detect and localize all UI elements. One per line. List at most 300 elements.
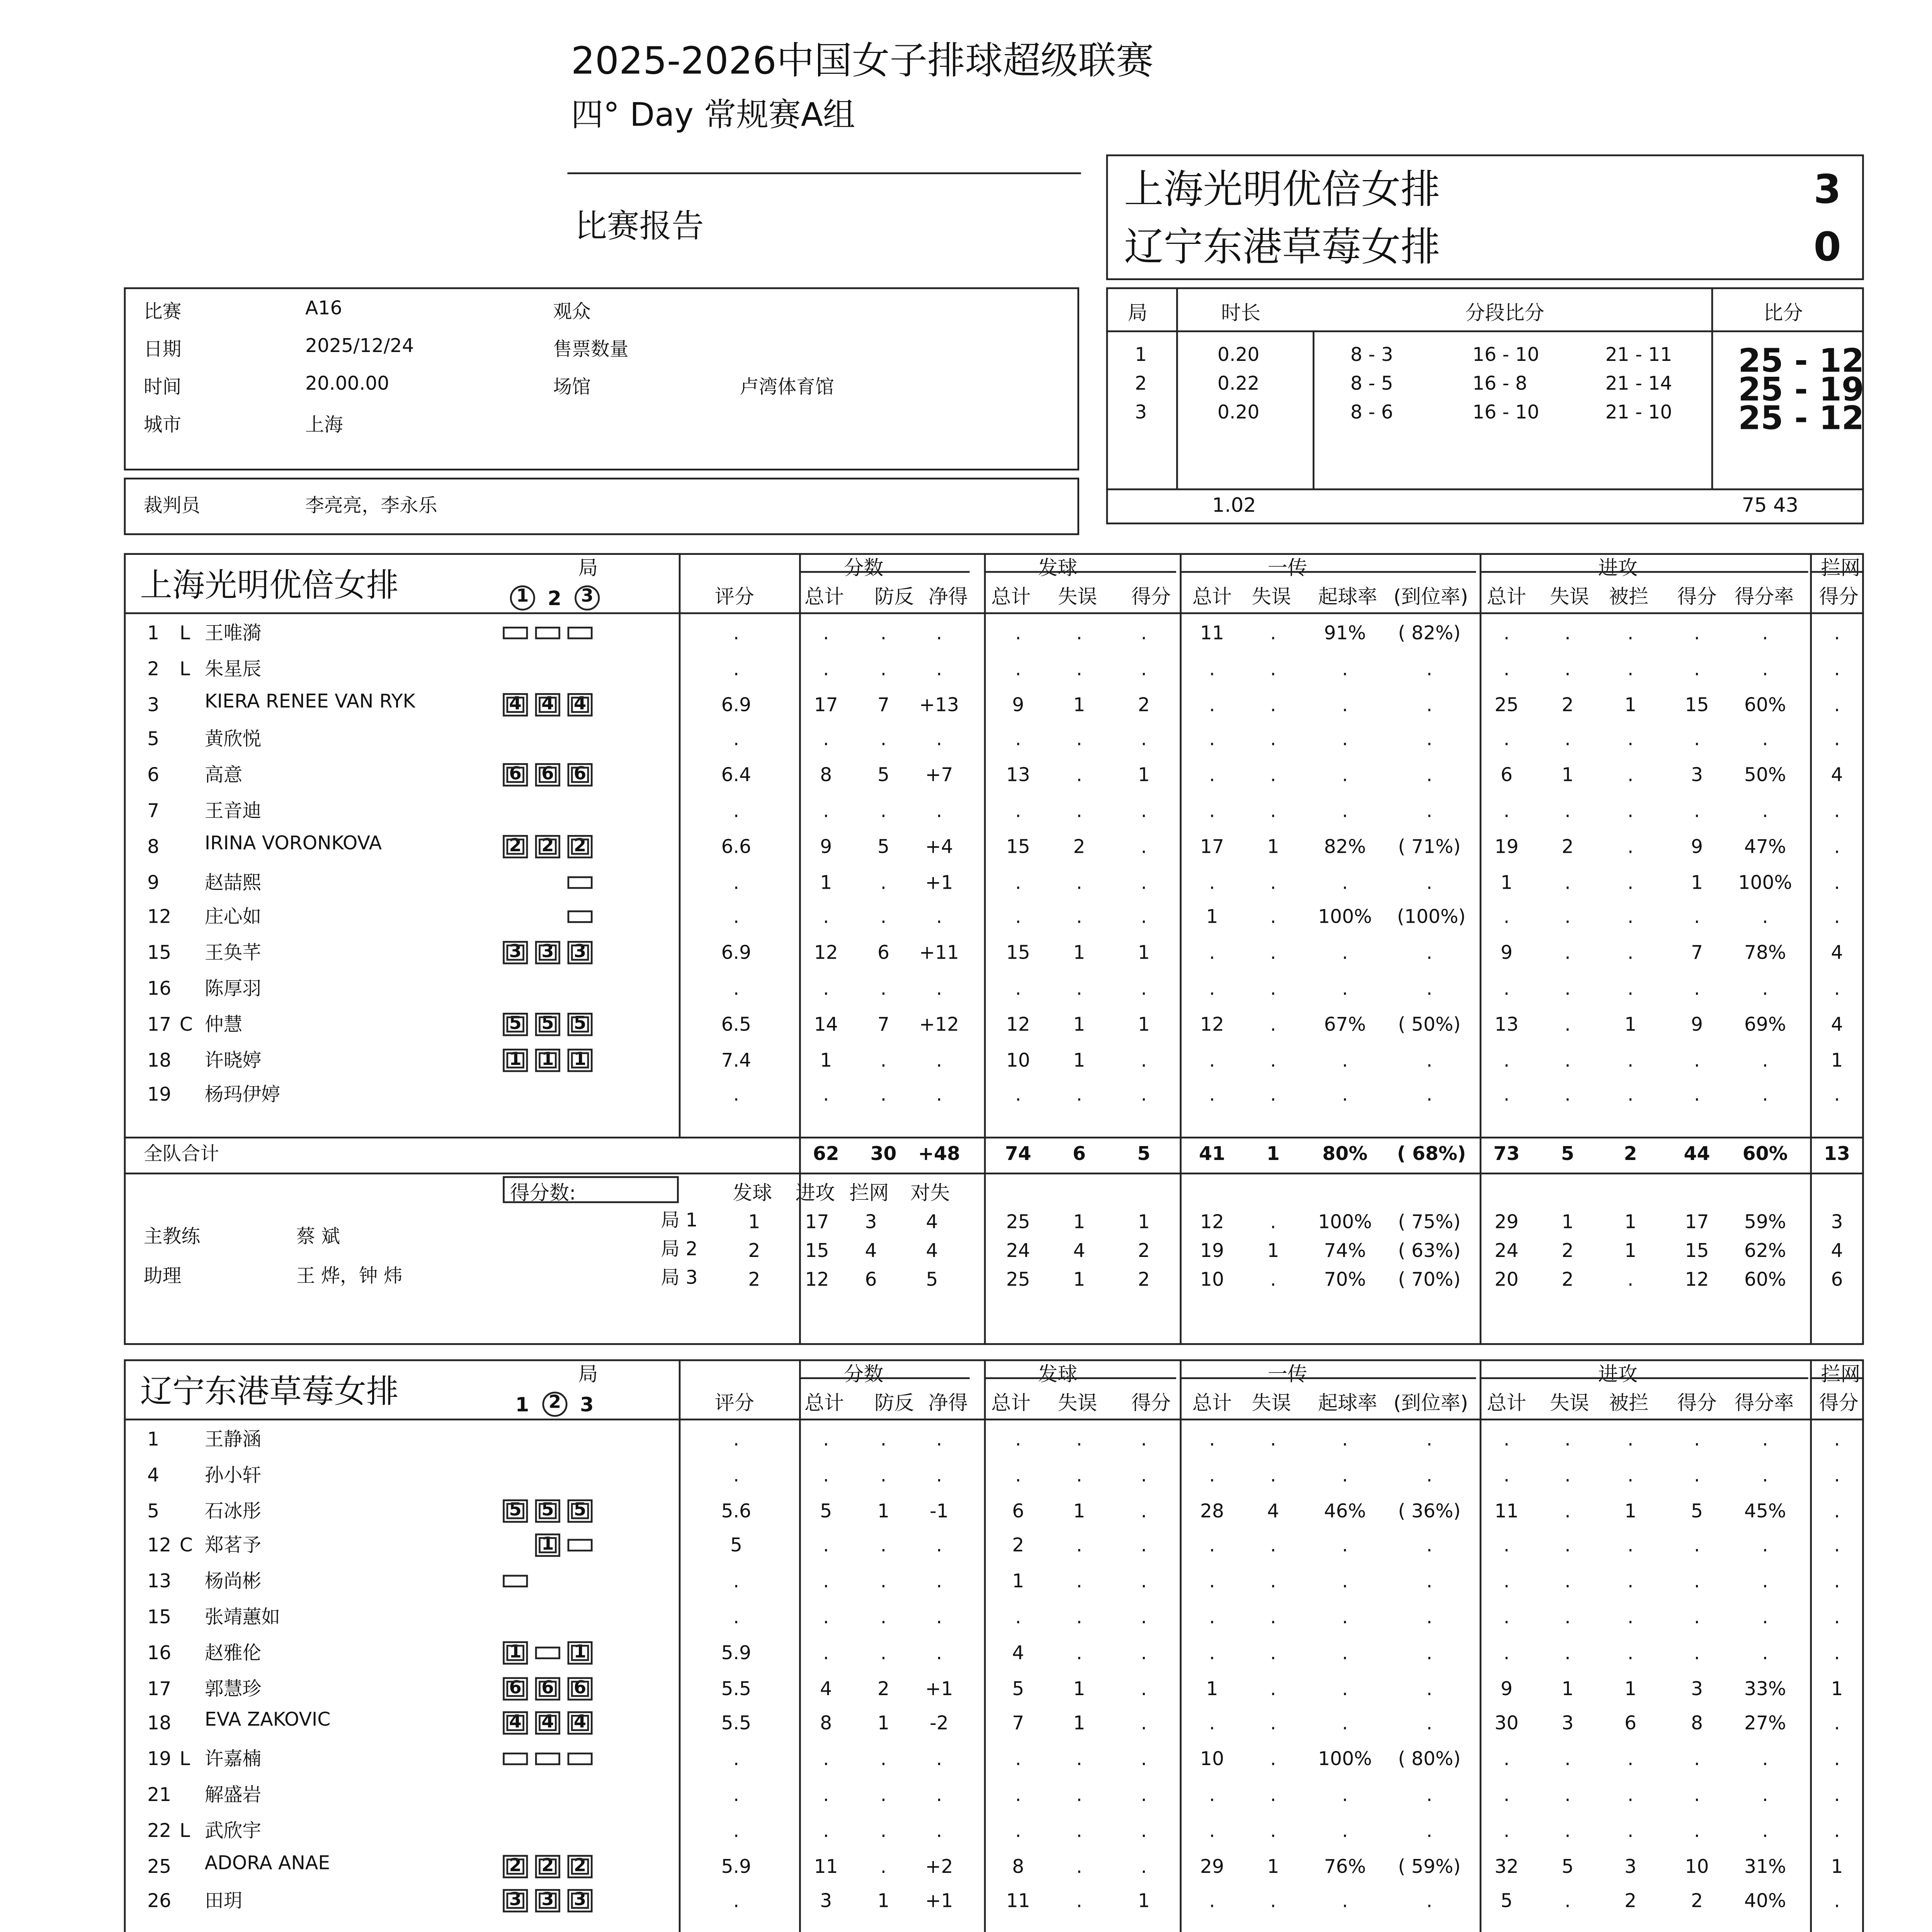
player-number: 19 <box>147 1749 172 1771</box>
stat-net: . <box>936 1643 942 1665</box>
breakdown-rt: 19 <box>1200 1241 1224 1262</box>
stat-ab: 1 <box>1624 1014 1637 1036</box>
breakdown-apct: 59% <box>1744 1212 1786 1234</box>
stat-bk: . <box>1834 694 1840 716</box>
report-subtitle: 四° Day 常规赛A组 <box>571 97 855 135</box>
starting-position-box: 1 <box>535 1534 560 1558</box>
stat-rpos: 100% <box>1318 1749 1372 1771</box>
stat-pts: . <box>823 1429 829 1451</box>
stat-net: . <box>936 1820 942 1842</box>
player-number: 8 <box>147 836 160 858</box>
stat-ae: 1 <box>1561 1678 1574 1700</box>
head-rating: 评分 <box>714 585 754 609</box>
stat-rpos: . <box>1342 1049 1348 1071</box>
breakdown-re: 1 <box>1267 1241 1279 1262</box>
breakdown-apct: 60% <box>1744 1269 1786 1291</box>
stat-ae: . <box>1565 872 1571 894</box>
head-block-pts: 得分 <box>1819 1391 1859 1415</box>
stat-sp: . <box>1141 1607 1147 1629</box>
stat-ap: . <box>1694 978 1700 1000</box>
stat-rpos: . <box>1342 1429 1348 1451</box>
head-points: 分数 <box>844 556 884 580</box>
stat-apct: . <box>1762 1536 1768 1558</box>
stat-ae: . <box>1565 1891 1571 1913</box>
head-block-pts: 得分 <box>1819 585 1859 609</box>
partial-8: 8 - 5 <box>1350 373 1393 395</box>
breakdown-val: 12 <box>805 1269 829 1291</box>
breakdown-rexc: ( 75%) <box>1398 1212 1461 1234</box>
stat-apct: 40% <box>1744 1891 1786 1913</box>
player-number: 18 <box>147 1714 172 1736</box>
stat-apct: . <box>1762 1607 1768 1629</box>
player-name: 武欣宇 <box>204 1820 262 1842</box>
set-number: 1 <box>1135 345 1147 367</box>
stat-ap: . <box>1694 1785 1700 1807</box>
stat-re: 1 <box>1267 1856 1279 1878</box>
player-name: KIERA RENEE VAN RYK <box>204 690 415 713</box>
stat-rt: . <box>1209 1571 1215 1593</box>
stat-at: . <box>1503 1785 1510 1807</box>
head-rec-err: 失误 <box>1252 585 1291 609</box>
stat-se: . <box>1076 1643 1082 1665</box>
stat-sp: . <box>1141 1785 1147 1807</box>
player-name: 杨玛伊婷 <box>204 1085 280 1107</box>
player-name: 赵喆熙 <box>204 872 262 894</box>
stat-at: . <box>1503 1607 1510 1629</box>
stat-se: . <box>1076 1607 1082 1629</box>
breakdown-head: 进攻 <box>795 1181 835 1205</box>
stat-net: +12 <box>919 1014 959 1036</box>
head-total: 总计 <box>804 1391 844 1415</box>
info-label: 比赛 <box>143 301 182 323</box>
breakdown-re: . <box>1270 1212 1276 1234</box>
player-number: 9 <box>147 872 160 894</box>
stat-net: +13 <box>919 694 959 716</box>
stat-rating: . <box>733 1571 740 1593</box>
stat-net: . <box>936 730 942 752</box>
stat-apct: . <box>1762 1085 1768 1107</box>
stat-bk: . <box>1834 623 1840 645</box>
stat-re: . <box>1270 1714 1276 1736</box>
stat-net: +11 <box>919 943 959 965</box>
stat-st: 15 <box>1006 943 1031 965</box>
stat-re: . <box>1270 765 1276 787</box>
stat-bk: . <box>1834 978 1840 1000</box>
stat-sp: . <box>1141 1500 1147 1522</box>
head-att-blk: 被拦 <box>1609 1391 1649 1415</box>
stat-sp: 1 <box>1138 943 1150 965</box>
stat-ap: 5 <box>1691 1500 1703 1522</box>
stat-rt: . <box>1209 801 1215 823</box>
player-name: 杨尚彬 <box>204 1571 262 1593</box>
stat-ab: . <box>1627 1571 1634 1593</box>
stat-se: . <box>1076 658 1082 680</box>
stat-st: 15 <box>1006 836 1031 858</box>
stat-bp: . <box>880 730 887 752</box>
stat-se: . <box>1076 623 1082 645</box>
starting-position-box: 4 <box>535 692 560 716</box>
stat-rexc: . <box>1426 1891 1432 1913</box>
stat-ae: . <box>1565 1014 1571 1036</box>
stat-pts: 9 <box>820 836 832 858</box>
stat-rexc: . <box>1426 801 1432 823</box>
stat-bp: . <box>880 623 887 645</box>
stat-rt: 1 <box>1206 907 1218 929</box>
stat-net: +1 <box>925 1678 953 1700</box>
stat-bk: 4 <box>1831 1014 1843 1036</box>
stat-apct: . <box>1762 1643 1768 1665</box>
stat-ab: . <box>1627 872 1634 894</box>
stat-rating: . <box>733 907 740 929</box>
stat-apct: 60% <box>1744 694 1786 716</box>
stat-rpos: . <box>1342 1820 1348 1842</box>
stat-rpos: . <box>1342 1536 1348 1558</box>
stat-rt: . <box>1209 1820 1215 1842</box>
stat-ab: . <box>1627 836 1634 858</box>
player-number: 4 <box>147 1465 160 1486</box>
stat-bp: 5 <box>877 765 889 787</box>
player-role: L <box>179 658 190 680</box>
stat-ab: . <box>1627 1643 1634 1665</box>
starting-position-box: 6 <box>568 764 593 787</box>
head-points: 分数 <box>844 1363 884 1386</box>
stat-rt: . <box>1209 765 1215 787</box>
stat-at: . <box>1503 1465 1510 1486</box>
substitution-marker <box>568 876 593 888</box>
stat-ab: 1 <box>1624 694 1637 716</box>
player-name: 田玥 <box>204 1891 243 1913</box>
info-value: 上海 <box>305 415 343 437</box>
player-number: 13 <box>147 1571 172 1593</box>
breakdown-rt: 12 <box>1200 1212 1224 1234</box>
stat-ae: . <box>1565 1785 1571 1807</box>
stat-at: . <box>1503 907 1510 929</box>
stat-ab: . <box>1627 978 1634 1000</box>
stat-sp: . <box>1141 730 1147 752</box>
starting-position-box: 4 <box>568 692 593 716</box>
stat-se: . <box>1076 1785 1082 1807</box>
info-label: 日期 <box>143 339 182 361</box>
info-label: 场馆 <box>553 377 591 399</box>
stat-ap: 8 <box>1691 1714 1703 1736</box>
stat-pts: 8 <box>820 765 832 787</box>
stat-pts: . <box>823 1536 829 1558</box>
stat-rt: 29 <box>1200 1856 1224 1878</box>
substitution-marker <box>503 1575 528 1588</box>
stat-ap: 3 <box>1691 1678 1703 1700</box>
player-name: 孙小轩 <box>204 1465 262 1486</box>
stat-apct: 45% <box>1744 1500 1786 1522</box>
stat-pts: . <box>823 978 829 1000</box>
stat-rpos: . <box>1342 943 1348 965</box>
stat-ab: . <box>1627 623 1634 645</box>
breakdown-val: 15 <box>805 1241 829 1262</box>
player-number: 3 <box>147 694 160 716</box>
stat-rexc: . <box>1426 1678 1432 1700</box>
stat-sp: . <box>1141 872 1147 894</box>
stat-at: . <box>1503 1049 1510 1071</box>
stat-se: . <box>1076 730 1082 752</box>
stat-apct: . <box>1762 730 1768 752</box>
stat-apct: . <box>1762 801 1768 823</box>
total-ae: 5 <box>1561 1144 1574 1166</box>
stat-ap: . <box>1694 658 1700 680</box>
player-role: L <box>179 1820 190 1842</box>
stat-st: 9 <box>1012 694 1024 716</box>
starting-position-box: 5 <box>568 1499 593 1522</box>
stat-ab: . <box>1627 730 1634 752</box>
player-number: 25 <box>147 1856 172 1878</box>
stat-bp: . <box>880 1643 887 1665</box>
starting-position-box: 2 <box>568 835 593 858</box>
stat-st: 8 <box>1012 1856 1024 1878</box>
stat-ab: . <box>1627 1607 1634 1629</box>
stat-rating: 5.9 <box>721 1856 752 1878</box>
stat-bp: . <box>880 1536 887 1558</box>
stat-rating: . <box>733 1465 740 1486</box>
head-att-blk: 被拦 <box>1609 585 1649 609</box>
total-st: 74 <box>1005 1144 1031 1166</box>
stat-sp: . <box>1141 978 1147 1000</box>
stat-ab: 3 <box>1624 1856 1637 1878</box>
stat-ae: . <box>1565 623 1571 645</box>
stat-rating: . <box>733 872 740 894</box>
stat-apct: 78% <box>1744 943 1786 965</box>
head-serve: 发球 <box>1038 556 1078 580</box>
breakdown-val: 2 <box>748 1241 760 1262</box>
stat-se: . <box>1076 1085 1082 1107</box>
breakdown-ae: 2 <box>1561 1241 1574 1262</box>
stat-pts: 11 <box>814 1856 838 1878</box>
stat-se: 1 <box>1073 1049 1085 1071</box>
stat-ap: . <box>1694 1571 1700 1593</box>
stat-re: . <box>1270 1465 1276 1486</box>
stat-bk: . <box>1834 1891 1840 1913</box>
stat-bk: . <box>1834 1749 1840 1771</box>
substitution-marker <box>535 627 560 639</box>
stat-ap: 10 <box>1685 1856 1709 1878</box>
stat-rexc: ( 59%) <box>1398 1856 1461 1878</box>
away-sets-won: 0 <box>1813 226 1841 271</box>
stat-st: 2 <box>1012 1536 1024 1558</box>
player-name: 张靖蕙如 <box>204 1607 280 1629</box>
set-indicator: 1 <box>515 1393 529 1417</box>
stat-st: 12 <box>1006 1014 1031 1036</box>
stat-apct: . <box>1762 1429 1768 1451</box>
stat-rating: 5.5 <box>721 1678 752 1700</box>
breakdown-ab: . <box>1627 1269 1634 1291</box>
stat-rpos: . <box>1342 978 1348 1000</box>
player-name: 王唯漪 <box>204 623 262 645</box>
stat-se: . <box>1076 872 1082 894</box>
sets-head-set: 局 <box>1128 301 1148 325</box>
stat-ap: 7 <box>1691 943 1703 965</box>
breakdown-head: 发球 <box>733 1181 772 1205</box>
coach-name: 蔡 斌 <box>296 1226 340 1248</box>
stat-re: . <box>1270 1014 1276 1036</box>
breakdown-val: 3 <box>865 1212 877 1234</box>
stat-rt: . <box>1209 1465 1215 1486</box>
stat-net: . <box>936 978 942 1000</box>
stat-ap: . <box>1694 1643 1700 1665</box>
player-number: 7 <box>147 801 160 823</box>
set-duration: 0.22 <box>1217 373 1260 395</box>
stat-rt: . <box>1209 694 1215 716</box>
stat-se: . <box>1076 801 1082 823</box>
starting-position-box: 6 <box>568 1677 593 1700</box>
away-team-name: 辽宁东港草莓女排 <box>1124 226 1440 271</box>
starting-position-box: 5 <box>535 1012 560 1036</box>
stat-sp: . <box>1141 907 1147 929</box>
stat-at: . <box>1503 730 1510 752</box>
stat-bk: . <box>1834 1085 1840 1107</box>
stat-sp: . <box>1141 801 1147 823</box>
total-ap: 44 <box>1684 1144 1710 1166</box>
stat-ab: . <box>1627 1429 1634 1451</box>
total-re: 1 <box>1266 1144 1280 1166</box>
stat-ae: . <box>1565 907 1571 929</box>
player-number: 5 <box>147 1500 160 1522</box>
stat-rt: 10 <box>1200 1749 1224 1771</box>
set-duration: 0.20 <box>1217 345 1260 367</box>
stat-rexc: . <box>1426 978 1432 1000</box>
stat-rt: . <box>1209 943 1215 965</box>
stat-rating: 6.5 <box>721 1014 752 1036</box>
player-number: 16 <box>147 1643 172 1665</box>
stat-net: -2 <box>930 1714 949 1736</box>
stat-apct: . <box>1762 658 1768 680</box>
home-team-name: 上海光明优倍女排 <box>1124 168 1440 214</box>
stat-sp: . <box>1141 1536 1147 1558</box>
stat-re: . <box>1270 872 1276 894</box>
breakdown-val: 2 <box>748 1269 760 1291</box>
stat-st: 5 <box>1012 1678 1024 1700</box>
stat-ae: 3 <box>1561 1714 1574 1736</box>
stat-se: . <box>1076 907 1082 929</box>
stat-ae: . <box>1565 978 1571 1000</box>
stat-st: . <box>1015 1749 1021 1771</box>
total-pts: 62 <box>813 1144 839 1166</box>
stat-rexc: ( 50%) <box>1398 1014 1461 1036</box>
info-label: 时间 <box>143 377 182 399</box>
head-reception: 一传 <box>1267 556 1308 580</box>
stat-apct: . <box>1762 978 1768 1000</box>
stat-rpos: . <box>1342 1891 1348 1913</box>
stat-rexc: . <box>1426 943 1432 965</box>
stat-net: . <box>936 1429 942 1451</box>
stat-ae: . <box>1565 943 1571 965</box>
stat-rexc: . <box>1426 1049 1432 1071</box>
player-number: 15 <box>147 1607 172 1629</box>
player-role: L <box>179 623 190 645</box>
player-name: 郭慧珍 <box>204 1678 262 1700</box>
stat-net: +4 <box>925 836 953 858</box>
stat-rating: . <box>733 623 740 645</box>
head-serve-total: 总计 <box>991 1391 1031 1415</box>
stat-pts: . <box>823 1465 829 1486</box>
stat-ap: 15 <box>1685 694 1709 716</box>
stat-at: 25 <box>1494 694 1519 716</box>
stat-rt: 12 <box>1200 1014 1224 1036</box>
starting-position-box: 4 <box>568 1712 593 1735</box>
stat-apct: . <box>1762 1820 1768 1842</box>
stat-se: . <box>1076 1465 1082 1486</box>
player-name: ADORA ANAE <box>204 1852 330 1874</box>
stat-rating: 5.5 <box>721 1714 752 1736</box>
stat-rt: . <box>1209 872 1215 894</box>
breakdown-val: 4 <box>926 1241 938 1262</box>
head-attack: 进攻 <box>1598 1363 1638 1386</box>
substitution-marker <box>568 911 593 924</box>
stat-ae: . <box>1565 1085 1571 1107</box>
stat-rpos: 67% <box>1324 1014 1366 1036</box>
stat-apct: 31% <box>1744 1856 1786 1878</box>
stat-ab: . <box>1627 1820 1634 1842</box>
team-total-label: 全队合计 <box>143 1144 219 1166</box>
stat-st: . <box>1015 1429 1021 1451</box>
stat-st: . <box>1015 1820 1021 1842</box>
breakdown-set: 局 1 <box>661 1210 698 1232</box>
stat-bk: . <box>1834 872 1840 894</box>
set-indicator: 3 <box>580 1393 594 1417</box>
partial-21: 21 - 11 <box>1605 345 1672 367</box>
stat-bk: . <box>1834 1714 1840 1736</box>
stat-re: 1 <box>1267 836 1279 858</box>
stat-at: 32 <box>1494 1856 1519 1878</box>
stat-sp: . <box>1141 658 1147 680</box>
breakdown-sp: 1 <box>1138 1212 1150 1234</box>
stat-net: . <box>936 1607 942 1629</box>
player-name: 仲慧 <box>204 1014 243 1036</box>
stat-se: . <box>1076 765 1082 787</box>
starting-position-box: 5 <box>503 1012 528 1036</box>
breakdown-val: 5 <box>926 1269 938 1291</box>
partial-8: 8 - 6 <box>1350 402 1393 424</box>
head-att-pct: 得分率 <box>1735 1391 1794 1415</box>
stat-net: . <box>936 623 942 645</box>
stat-at: . <box>1503 623 1510 645</box>
stat-at: 6 <box>1500 765 1513 787</box>
stat-apct: . <box>1762 907 1768 929</box>
breakdown-bk: 6 <box>1831 1269 1843 1291</box>
stat-rt: 11 <box>1200 623 1224 645</box>
breakdown-rpos: 70% <box>1324 1269 1366 1291</box>
stat-ae: . <box>1565 730 1571 752</box>
stat-re: . <box>1270 1085 1276 1107</box>
stat-bp: . <box>880 1607 887 1629</box>
player-name: EVA ZAKOVIC <box>204 1710 331 1732</box>
stat-bp: . <box>880 1785 887 1807</box>
breakdown-val: 4 <box>865 1241 877 1262</box>
sets-head-score: 比分 <box>1763 301 1803 325</box>
stat-apct: . <box>1762 1049 1768 1071</box>
substitution-marker <box>535 1753 560 1766</box>
breakdown-ae: 2 <box>1561 1269 1574 1291</box>
stat-sp: 1 <box>1138 1891 1150 1913</box>
stat-pts: 14 <box>814 1014 838 1036</box>
stat-sp: . <box>1141 1856 1147 1878</box>
stat-rexc: . <box>1426 730 1432 752</box>
total-apct: 60% <box>1742 1144 1788 1166</box>
total-duration: 1.02 <box>1212 493 1256 517</box>
breakdown-rpos: 74% <box>1324 1241 1366 1262</box>
player-number: 22 <box>147 1820 172 1842</box>
stat-net: . <box>936 1571 942 1593</box>
player-number: 1 <box>147 1429 160 1451</box>
partial-16: 16 - 10 <box>1472 345 1539 367</box>
player-number: 12 <box>147 1536 172 1558</box>
stat-ap: . <box>1694 907 1700 929</box>
